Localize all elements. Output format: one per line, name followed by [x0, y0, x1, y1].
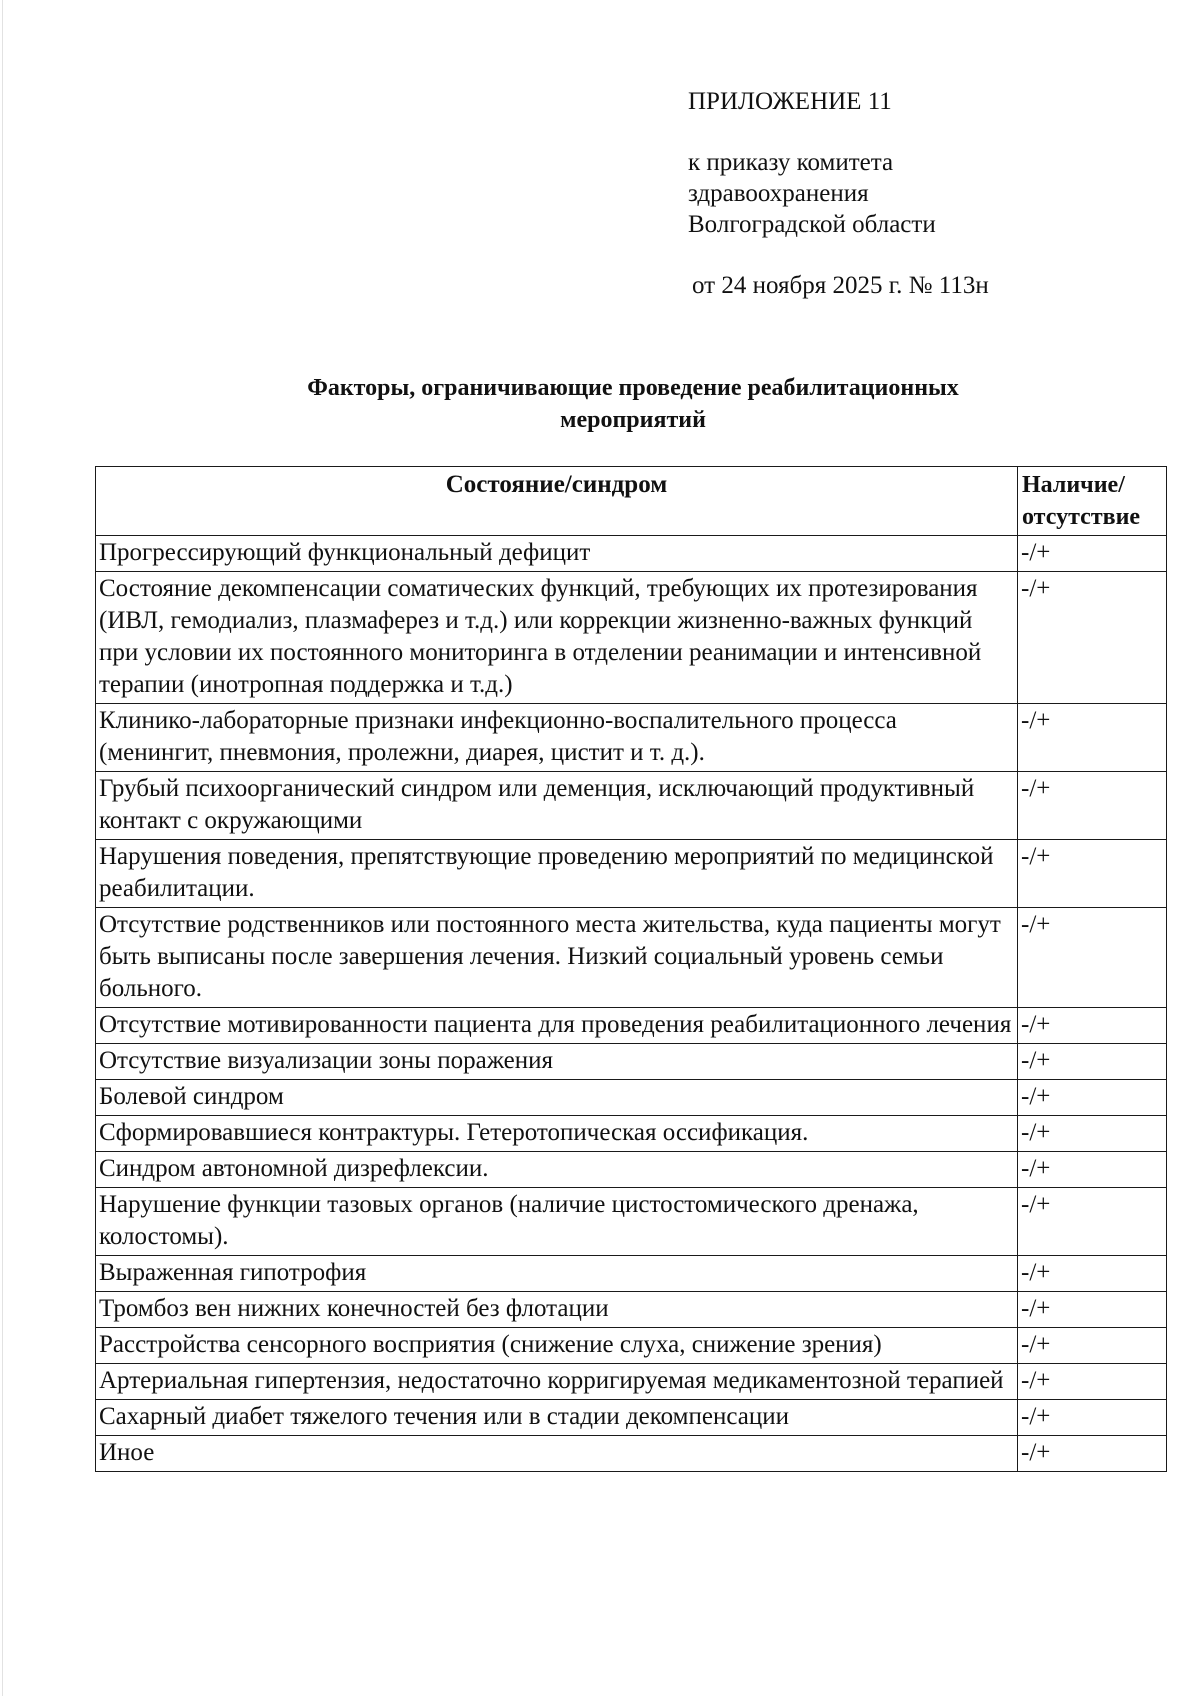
table-row: [96, 1436, 1167, 1472]
presence-mark-cell: -/+: [1018, 1400, 1167, 1436]
presence-mark-cell: -/+: [1018, 704, 1167, 772]
table-row: [96, 1328, 1167, 1364]
condition-cell: Синдром автономной дизрефлексии.: [96, 1152, 1018, 1188]
condition-cell: Расстройства сенсорного восприятия (снижение слуха, снижение зрения): [96, 1328, 1018, 1364]
condition-cell: Отсутствие визуализации зоны поражения: [96, 1044, 1018, 1080]
presence-mark-cell: -/+: [1018, 840, 1167, 908]
order-line: здравоохранения: [688, 180, 869, 207]
table-row: [96, 1256, 1167, 1292]
presence-mark-cell: -/+: [1018, 1080, 1167, 1116]
table-row: [96, 1188, 1167, 1256]
presence-mark-cell: -/+: [1018, 1364, 1167, 1400]
presence-mark-cell: -/+: [1018, 1116, 1167, 1152]
order-reference: [688, 147, 1108, 240]
presence-mark-cell: -/+: [1018, 1256, 1167, 1292]
table-row: [96, 772, 1167, 840]
condition-cell: Грубый психоорганический синдром или деменция, исключающий продуктивный контакт с окружающими: [96, 772, 1018, 840]
header-presence-line: отсутствие: [1022, 504, 1141, 530]
scan-edge: [2, 0, 3, 1696]
table-row: [96, 840, 1167, 908]
document-title: [150, 372, 1116, 436]
condition-cell: Иное: [96, 1436, 1018, 1472]
condition-cell: Сформировавшиеся контрактуры. Гетеротопическая оссификация.: [96, 1116, 1018, 1152]
condition-cell: Клинико-лабораторные признаки инфекционно-воспалительного процесса (менингит, пневмония, пролежни, диарея, цистит и т. д.).: [96, 704, 1018, 772]
header-presence-line: Наличие/: [1022, 472, 1125, 498]
table-row: [96, 536, 1167, 572]
condition-cell: Состояние декомпенсации соматических функций, требующих их протезирования (ИВЛ, гемодиализ, плазмаферез и т.д.) или коррекции жизненно-важных функций при условии их постоянного мониторинга в отделении реанимации и интенсивной терапии (инотропная поддержка и т.д.): [96, 572, 1018, 704]
table-row: [96, 1080, 1167, 1116]
presence-mark-cell: -/+: [1018, 1008, 1167, 1044]
condition-cell: Отсутствие мотивированности пациента для проведения реабилитационного лечения: [96, 1008, 1018, 1044]
table-row: [96, 572, 1167, 704]
presence-mark-cell: -/+: [1018, 1188, 1167, 1256]
presence-mark-cell: -/+: [1018, 1328, 1167, 1364]
presence-mark-cell: -/+: [1018, 1044, 1167, 1080]
condition-cell: Отсутствие родственников или постоянного места жительства, куда пациенты могут быть выписаны после завершения лечения. Низкий социальный уровень семьи больного.: [96, 908, 1018, 1008]
table-row: [96, 1044, 1167, 1080]
annex-title: ПРИЛОЖЕНИЕ 11: [688, 88, 892, 115]
table-row: [96, 1008, 1167, 1044]
table-row: [96, 1116, 1167, 1152]
header-presence: [1018, 467, 1167, 536]
table-row: [96, 1292, 1167, 1328]
presence-mark-cell: -/+: [1018, 1152, 1167, 1188]
annex-header: [688, 86, 1108, 301]
table-row: [96, 1364, 1167, 1400]
condition-cell: Сахарный диабет тяжелого течения или в стадии декомпенсации: [96, 1400, 1018, 1436]
condition-cell: Болевой синдром: [96, 1080, 1018, 1116]
table-row: [96, 908, 1167, 1008]
condition-cell: Прогрессирующий функциональный дефицит: [96, 536, 1018, 572]
presence-mark-cell: -/+: [1018, 1436, 1167, 1472]
presence-mark-cell: -/+: [1018, 772, 1167, 840]
order-line: к приказу комитета: [688, 149, 894, 176]
presence-mark-cell: -/+: [1018, 572, 1167, 704]
factors-table: [95, 466, 1167, 1472]
header-condition: Состояние/синдром: [96, 467, 1018, 536]
condition-cell: Нарушение функции тазовых органов (наличие цистостомического дренажа, колостомы).: [96, 1188, 1018, 1256]
table-row: [96, 704, 1167, 772]
order-line: Волгоградской области: [688, 211, 936, 238]
table-row: [96, 1152, 1167, 1188]
table-body: [96, 536, 1167, 1472]
condition-cell: Тромбоз вен нижних конечностей без флотации: [96, 1292, 1018, 1328]
condition-cell: Выраженная гипотрофия: [96, 1256, 1018, 1292]
order-date: от 24 ноября 2025 г. № 113н: [692, 272, 989, 299]
condition-cell: Артериальная гипертензия, недостаточно корригируемая медикаментозной терапией: [96, 1364, 1018, 1400]
table-row: [96, 1400, 1167, 1436]
condition-cell: Нарушения поведения, препятствующие проведению мероприятий по медицинской реабилитации.: [96, 840, 1018, 908]
presence-mark-cell: -/+: [1018, 908, 1167, 1008]
presence-mark-cell: -/+: [1018, 1292, 1167, 1328]
presence-mark-cell: -/+: [1018, 536, 1167, 572]
table-header-row: [96, 467, 1167, 536]
document-title-line: Факторы, ограничивающие проведение реабилитационных: [307, 375, 959, 401]
document-title-line: мероприятий: [560, 407, 706, 433]
